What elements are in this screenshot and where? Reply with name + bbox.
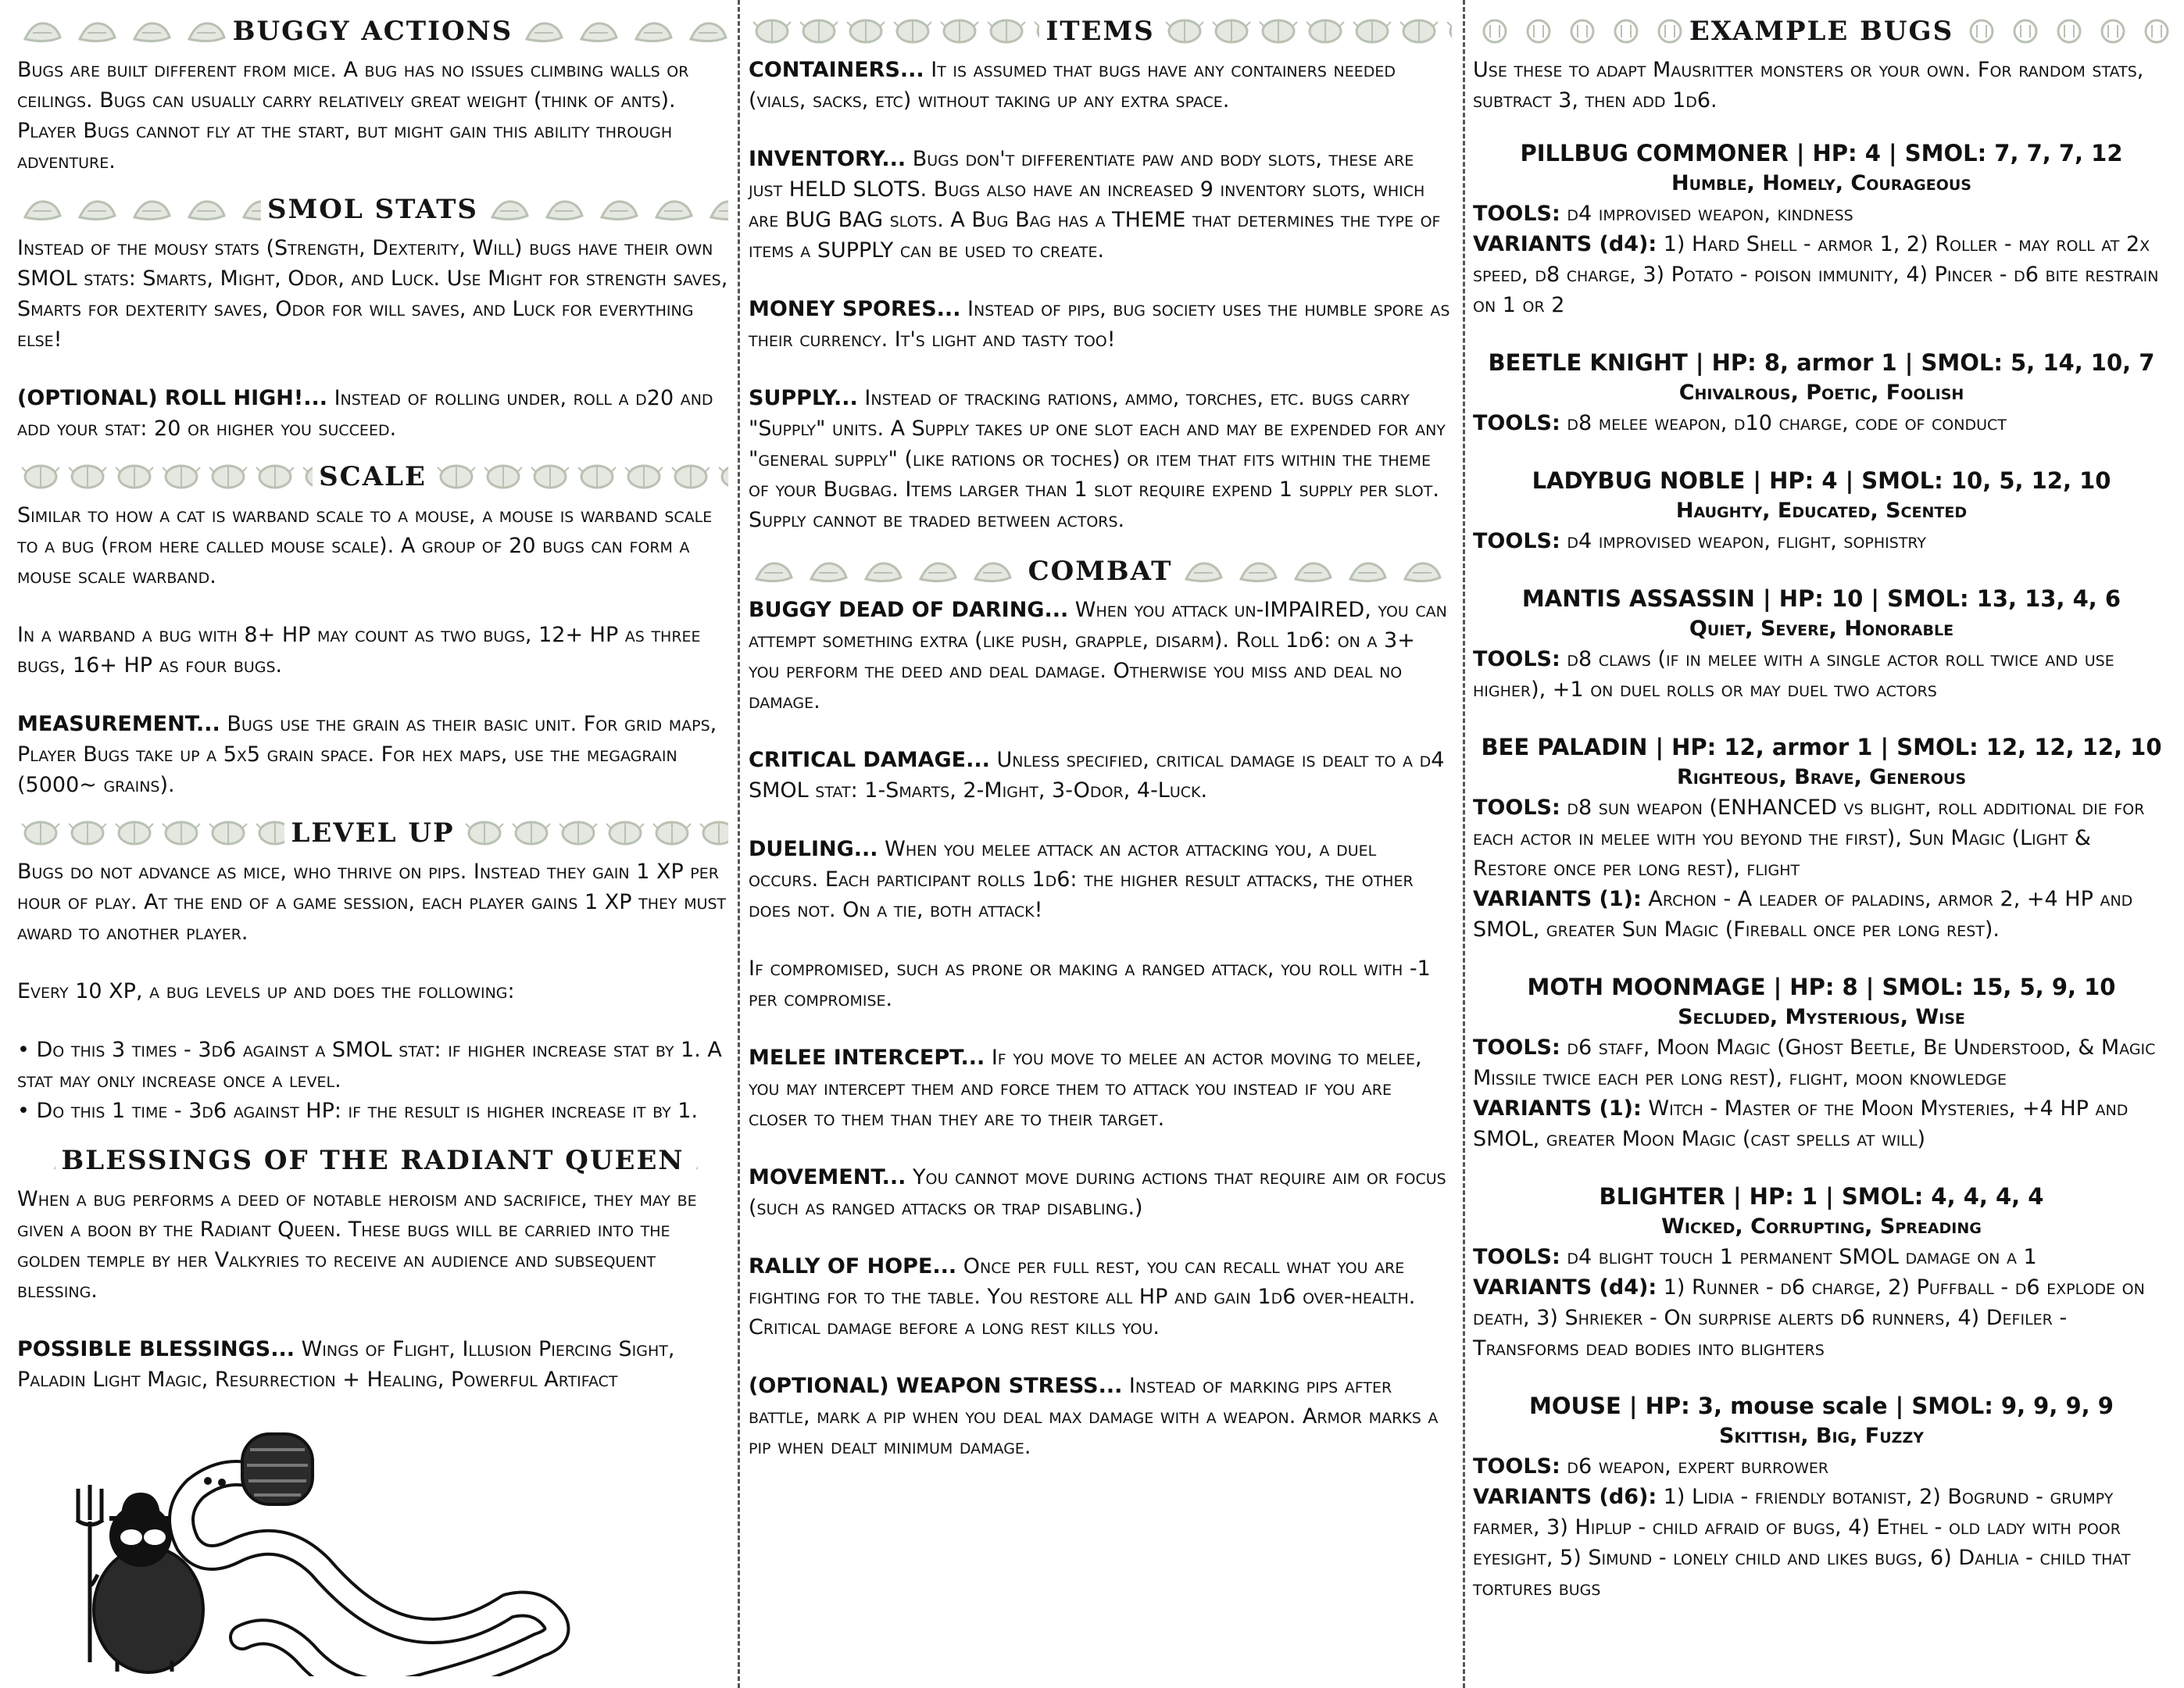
tools-label: TOOLS: [1473,1035,1560,1060]
scale-body-1: Similar to how a cat is warband scale to a mouse, a mouse is warband scale to a bug (from here called mouse scale). A group of 20 bugs can form a mouse scale warband. [17,503,713,588]
section-title: LEVEL UP [291,817,455,849]
bug-ornament-icon [1178,556,1452,587]
bug-ornament-icon [17,16,227,47]
bug-ornament-icon [433,461,728,492]
bug-traits: Haughty, Educated, Scented [1675,499,1968,523]
bug-ornament-icon [1960,16,2170,47]
variants-text: 1) Runner - d6 charge, 2) Puffball - d6 explode on death, 3) Shrieker - On surprise alerts d6 runners, 4) Defiler - Transforms dead bodies into blighters [1473,1275,2145,1361]
roll-high-rule [17,383,728,444]
scale-body-2: In a warband a bug with 8+ HP may count as two bugs, 12+ HP as three bugs, 16+ HP as four bugs. [17,623,701,678]
tools-label: TOOLS: [1473,1245,1560,1269]
variants-text: 1) Hard Shell - armor 1, 2) Roller - may roll at 2x speed, d8 charge, 3) Potato - poison immunity, 4) Pincer - d6 bite restrain on 1 or 2 [1473,232,2159,317]
scale-header [17,456,728,497]
section-title: SCALE [319,461,427,492]
bug-ornament-icon [48,1145,55,1176]
bug-ornament-icon [749,556,1022,587]
bug-tools [1473,526,2170,556]
tools-label: TOOLS: [1473,411,1560,435]
variants-label: VARIANTS (d4): [1473,232,1657,256]
bug-ornament-icon [519,16,728,47]
rule-keyword: SUPPLY... [749,386,858,410]
rule-keyword: MONEY SPORES... [749,297,961,321]
level-up-header [17,813,728,853]
example-bugs-header [1473,11,2170,52]
bug-traits: Humble, Homely, Courageous [1671,171,1971,195]
tools-label: TOOLS: [1473,1454,1560,1479]
bug-tools [1473,1032,2170,1093]
tools-label: TOOLS: [1473,647,1560,671]
rule-keyword: CRITICAL DAMAGE... [749,748,990,772]
bug-title: LADYBUG NOBLE | HP: 4 | SMOL: 10, 5, 12, 10 [1532,467,2111,494]
bug-ornament-icon [17,817,284,849]
rule-text: Instead of pips, bug society uses the humble spore as their currency. It's light and tasty too! [749,297,1450,352]
bug-title: BEE PALADIN | HP: 12, armor 1 | SMOL: 12, 12, 12, 10 [1481,734,2162,760]
bug-ornament-icon [17,461,313,492]
bug-title: BLIGHTER | HP: 1 | SMOL: 4, 4, 4, 4 [1599,1183,2044,1210]
rule-text: Instead of marking pips after battle, mark a pip when you deal max damage with a weapon. Armor marks a pip when dealt minimum damage. [749,1374,1439,1459]
bug-entry-moth-moonmage [1473,971,2170,1154]
combat-rule [749,1371,1452,1462]
level-up-bullet-2: • Do this 1 time - 3d6 against HP: if the result is higher increase it by 1. [17,1099,699,1123]
variants-text: 1) Lidia - friendly botanist, 2) Bogrund - grumpy farmer, 3) Hiplup - child afraid of bugs, 4) Ethel - old lady with poor eyesight, 5) Simund - lonely child and likes bugs, 6) Dahlia - child that tortures bugs [1473,1485,2131,1600]
combat-rule [749,1251,1452,1343]
bug-title: BEETLE KNIGHT | HP: 8, armor 1 | SMOL: 5, 14, 10, 7 [1488,349,2155,376]
rule-text: It is assumed that bugs have any containers needed (vials, sacks, etc) without taking up any extra space. [749,58,1396,113]
rule-text: When you melee attack an actor attacking you, a duel occurs. Each participant rolls 1d6: the higher result attacks, the other does not. On a tie, both attack! [749,837,1414,922]
section-title: ITEMS [1046,16,1155,47]
rule-text: Instead of tracking rations, ammo, torches, etc. bugs carry "Supply" units. A Supply takes up one slot each and may be expended for any "general supply" (like rations or toches) or item that fits within the theme of your Bugbag. Items larger than 1 slot require expend 1 supply per slot. Supply cannot be traded between actors. [749,386,1446,532]
variants-label: VARIANTS (d4): [1473,1275,1657,1300]
combat-rule [749,1162,1452,1223]
items-rule [749,144,1452,266]
bug-tools [1473,1451,2170,1482]
items-rule [749,294,1452,355]
bug-tools [1473,198,2170,229]
rule-keyword: (OPTIONAL) ROLL HIGH!... [17,386,327,410]
bug-title: MOUSE | HP: 3, mouse scale | SMOL: 9, 9, 9, 9 [1529,1393,2114,1419]
bug-variants [1473,1272,2170,1364]
rule-text: If you move to melee an actor moving to melee, you may intercept them and force them to attack you instead if you are closer to them than they are to their target. [749,1046,1422,1131]
bug-variants [1473,229,2170,320]
bug-tools [1473,792,2170,884]
bug-tools [1473,1242,2170,1272]
variants-label: VARIANTS (1): [1473,1096,1642,1121]
measurement-rule [17,709,728,800]
column-right [1473,11,2170,1688]
level-up-bullet-1: • Do this 3 times - 3d6 against a SMOL stat: if higher increase stat by 1. A stat may only increase once a level. [17,1038,722,1093]
tools-text: d6 staff, Moon Magic (Ghost Beetle, Be Understood, & Magic Missile twice each per long rest), flight, moon knowledge [1473,1035,2156,1090]
tools-label: TOOLS: [1473,796,1560,820]
rule-keyword: POSSIBLE BLESSINGS... [17,1337,295,1361]
blessings-body: When a bug performs a deed of notable heroism and sacrifice, they may be given a boon by the Radiant Queen. These bugs will be carried into the golden temple by her Valkyries to receive an audience and subsequent blessing. [17,1187,697,1303]
bug-entry-ladybug-noble [1473,465,2170,556]
bug-entry-beetle-knight [1473,347,2170,438]
bug-ornament-icon [1161,16,1452,47]
section-title: BLESSINGS OF THE RADIANT QUEEN [61,1145,685,1176]
worm-icon [181,1434,557,1676]
combat-rule [749,745,1452,806]
tools-text: d8 claws (if in melee with a single actor roll twice and use higher), +1 on duel rolls or may duel two actors [1473,647,2114,702]
tools-text: d8 sun weapon (ENHANCED vs blight, roll additional die for each actor in melee with you beyond the first), Sun Magic (Light & Restore once per long rest), flight [1473,796,2145,881]
smol-stats-body: Instead of the mousy stats (Strength, Dexterity, Will) bugs have their own SMOL stats: Smarts, Might, Odor, and Luck. Use Might for strength saves, Smarts for dexterity saves, Odor for will saves, and Luck for everything else! [17,236,728,352]
bug-ornament-icon [690,1145,698,1176]
rule-keyword: MEASUREMENT... [17,712,220,736]
tools-label: TOOLS: [1473,202,1560,226]
combat-rule [749,834,1452,925]
level-up-body-2: Every 10 XP, a bug levels up and does the following: [17,979,515,1003]
buggy-actions-body: Bugs are built different from mice. A bug has no issues climbing walls or ceilings. Bugs can usually carry relatively great weight (think of ants). Player Bugs cannot fly at the start, but might gain this ability through adventure. [17,58,689,173]
section-title: BUGGY ACTIONS [232,16,513,47]
variants-label: VARIANTS (d6): [1473,1485,1657,1509]
bug-traits: Quiet, Severe, Honorable [1689,617,1954,641]
tools-label: TOOLS: [1473,529,1560,553]
rule-text: Wings of Flight, Illusion Piercing Sight, Paladin Light Magic, Resurrection + Healing, Powerful Artifact [17,1337,675,1392]
rule-text: Bugs use the grain as their basic unit. For grid maps, Player Bugs take up a 5x5 grain space. For hex maps, use the megagrain (5000~ grains). [17,712,717,797]
rule-text: Once per full rest, you can recall what you are fighting for to the table. You restore all HP and gain 1d6 over-health. Critical damage before a long rest kills you. [749,1254,1416,1339]
combat-rule [749,953,1452,1014]
rule-keyword: DUELING... [749,837,878,861]
possible-blessings [17,1334,728,1395]
rule-text: When you attack un-IMPAIRED, you can attempt something extra (like push, grapple, disarm). Roll 1d6: on a 3+ you perform the deed and deal damage. Otherwise you miss and deal no damage. [749,598,1447,713]
rule-text: Instead of rolling under, roll a d20 and add your stat: 20 or higher you succeed. [17,386,713,441]
bug-variants [1473,1093,2170,1154]
farmer-and-worm-illustration [55,1426,570,1676]
variants-label: VARIANTS (1): [1473,887,1642,911]
items-rule [749,55,1452,116]
rule-keyword: MOVEMENT... [749,1165,906,1189]
blessings-header [17,1140,728,1181]
section-title: COMBAT [1028,556,1173,587]
tools-text: d8 melee weapon, d10 charge, code of conduct [1560,411,2007,435]
rule-text: If compromised, such as prone or making a ranged attack, you roll with -1 per compromise. [749,957,1431,1011]
items-header [749,11,1452,52]
bug-ornament-icon [749,16,1039,47]
combat-rule [749,1042,1452,1134]
section-title: SMOL STATS [267,194,478,225]
buggy-actions-header [17,11,728,52]
smol-stats-header [17,189,728,230]
bug-traits: Righteous, Brave, Generous [1676,765,1967,789]
level-up-body-1: Bugs do not advance as mice, who thrive on pips. Instead they gain 1 XP per hour of play. At the end of a game session, each player gains 1 XP they must award to another player. [17,860,727,945]
column-middle [749,11,1452,1688]
bug-entry-bee-paladin [1473,731,2170,945]
variants-text: Archon - A leader of paladins, armor 2, +4 HP and SMOL, greater Sun Magic (Fireball once per long rest). [1473,887,2133,942]
rule-text: You cannot move during actions that require aim or focus (such as ranged attacks or trap disabling.) [749,1165,1446,1220]
bug-traits: Wicked, Corrupting, Spreading [1661,1214,1982,1239]
rule-text: Unless specified, critical damage is dealt to a d4 SMOL stat: 1-Smarts, 2-Might, 3-Odor, 4-Luck. [749,748,1445,803]
tools-text: d4 blight touch 1 permanent SMOL damage on a 1 [1560,1245,2037,1269]
variants-text: Witch - Master of the Moon Mysteries, +4 HP and SMOL, greater Moon Magic (cast spells at will) [1473,1096,2129,1151]
tools-text: d6 weapon, expert burrower [1560,1454,1829,1479]
rule-keyword: RALLY OF HOPE... [749,1254,957,1279]
rule-keyword: BUGGY DEAD OF DARING... [749,598,1069,622]
example-bugs-intro: Use these to adapt Mausritter monsters or your own. For random stats, subtract 3, then add 1d6. [1473,58,2144,113]
bug-title: PILLBUG COMMONER | HP: 4 | SMOL: 7, 7, 7, 12 [1520,140,2123,166]
tools-text: d4 improvised weapon, flight, sophistry [1560,529,1927,553]
bug-tools [1473,408,2170,438]
rule-text: Bugs don't differentiate paw and body slots, these are just HELD SLOTS. Bugs also have an increased 9 inventory slots, which are BUG BAG slots. A Bug Bag has a THEME that determines the type of items a SUPPLY can be used to create. [749,147,1441,263]
bug-ornament-icon [17,194,261,225]
rule-keyword: INVENTORY... [749,147,906,171]
bug-variants [1473,1482,2170,1604]
bug-entry-blighter [1473,1181,2170,1364]
section-title: EXAMPLE BUGS [1689,16,1954,47]
bug-ornament-icon [484,194,728,225]
rule-keyword: MELEE INTERCEPT... [749,1046,985,1070]
column-divider-1 [738,0,740,1688]
bug-entry-mantis-assassin [1473,583,2170,705]
bug-title: MOTH MOONMAGE | HP: 8 | SMOL: 15, 5, 9, 10 [1527,974,2116,1000]
combat-rule [749,595,1452,717]
bug-ornament-icon [1473,16,1683,47]
rule-keyword: (OPTIONAL) WEAPON STRESS... [749,1374,1123,1398]
column-divider-2 [1463,0,1465,1688]
bug-entry-mouse [1473,1390,2170,1604]
items-rule [749,383,1452,535]
bug-traits: Chivalrous, Poetic, Foolish [1678,381,1964,405]
bug-ornament-icon [461,817,728,849]
bug-traits: Skittish, Big, Fuzzy [1719,1424,1924,1448]
rule-keyword: CONTAINERS... [749,58,924,82]
bug-entry-pillbug [1473,138,2170,320]
bug-tools [1473,644,2170,705]
bug-title: MANTIS ASSASSIN | HP: 10 | SMOL: 13, 13, 4, 6 [1521,585,2121,612]
tools-text: d4 improvised weapon, kindness [1560,202,1853,226]
bug-variants [1473,884,2170,945]
bug-traits: Secluded, Mysterious, Wise [1678,1005,1965,1029]
combat-header [749,551,1452,592]
